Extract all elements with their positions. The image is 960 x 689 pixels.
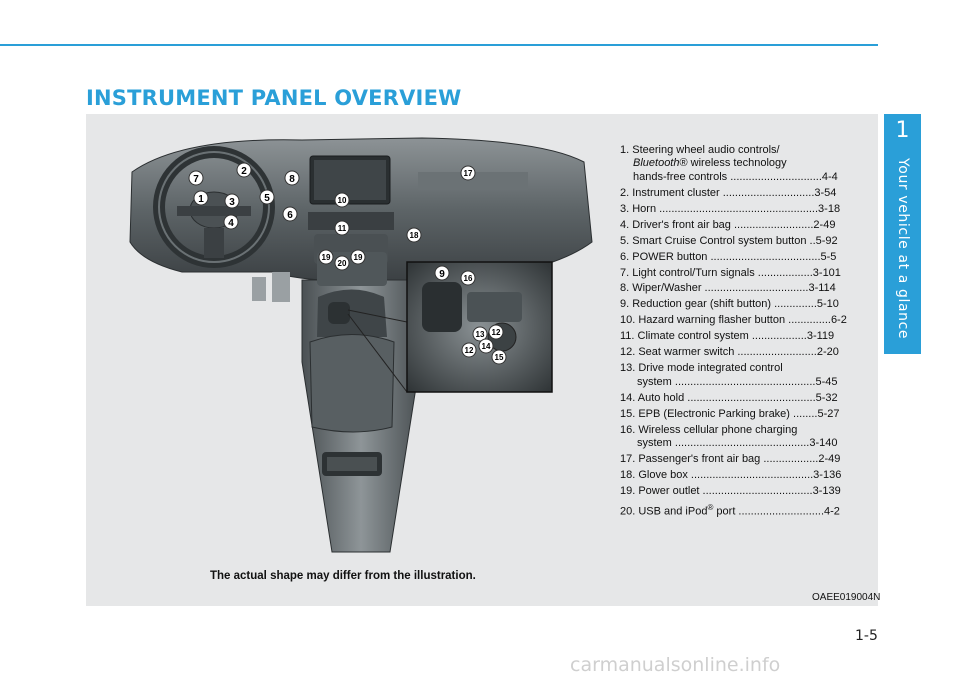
svg-text:11: 11 xyxy=(337,224,347,233)
list-item: 5. Smart Cruise Control system button ..5-92 xyxy=(620,234,838,247)
callout-6 xyxy=(283,207,297,221)
callout-19a xyxy=(319,250,333,264)
list-item: 10. Hazard warning flasher button ..............6-2 xyxy=(620,314,847,327)
callout-2 xyxy=(237,163,251,177)
image-code: OAEE019004N xyxy=(812,592,881,603)
svg-text:7: 7 xyxy=(193,174,199,185)
svg-text:14: 14 xyxy=(481,342,491,351)
callout-19b xyxy=(351,250,365,264)
list-item: 12. Seat warmer switch ..........................2-20 xyxy=(620,346,839,359)
list-item: 19. Power outlet ....................................3-139 xyxy=(620,484,841,497)
component-list xyxy=(620,144,870,521)
header-rule xyxy=(0,44,878,46)
instrument-panel-illustration xyxy=(122,132,642,598)
list-item: 4. Driver's front air bag ..........................2-49 xyxy=(620,218,836,231)
list-item: 16. Wireless cellular phone charging system ............................................3-140 xyxy=(620,423,838,449)
callout-10 xyxy=(335,193,349,207)
list-item: 18. Glove box ........................................3-136 xyxy=(620,468,842,481)
overview-panel xyxy=(86,114,881,606)
svg-text:5: 5 xyxy=(264,193,270,204)
list-item: 1. Steering wheel audio controls/ Bluetooth® wireless technology hands-free controls ..............................4-4 xyxy=(620,144,838,183)
svg-text:10: 10 xyxy=(337,196,347,205)
svg-text:18: 18 xyxy=(409,231,419,240)
callout-1 xyxy=(194,191,208,205)
chapter-number: 1 xyxy=(895,118,910,143)
callout-18 xyxy=(407,228,421,242)
callout-16 xyxy=(461,271,475,285)
svg-text:2: 2 xyxy=(241,166,247,177)
svg-text:15: 15 xyxy=(494,353,504,362)
callout-5 xyxy=(260,190,274,204)
list-item: 17. Passenger's front air bag ..................2-49 xyxy=(620,452,841,465)
svg-text:12: 12 xyxy=(464,346,474,355)
list-item: 7. Light control/Turn signals ..................3-101 xyxy=(620,266,841,279)
svg-text:19: 19 xyxy=(353,253,363,262)
svg-text:1: 1 xyxy=(198,194,204,205)
list-item: 13. Drive mode integrated control system ..............................................5-45 xyxy=(620,362,838,388)
callout-12b xyxy=(462,343,476,357)
chapter-tab[interactable] xyxy=(884,114,921,354)
callout-17 xyxy=(461,166,475,180)
callout-20 xyxy=(335,256,349,270)
svg-text:16: 16 xyxy=(463,274,473,283)
svg-text:9: 9 xyxy=(439,269,445,280)
callout-15 xyxy=(492,350,506,364)
svg-text:4: 4 xyxy=(228,218,234,229)
svg-text:19: 19 xyxy=(321,253,331,262)
section-title: INSTRUMENT PANEL OVERVIEW xyxy=(86,86,462,110)
list-item: 9. Reduction gear (shift button) ..............5-10 xyxy=(620,298,839,311)
callout-12a xyxy=(489,325,503,339)
list-item: 11. Climate control system ..................3-119 xyxy=(620,330,835,343)
list-item: 2. Instrument cluster ..............................3-54 xyxy=(620,186,837,199)
list-item: 6. POWER button ....................................5-5 xyxy=(620,250,837,263)
svg-text:17: 17 xyxy=(463,169,473,178)
illustration-caption: The actual shape may differ from the illustration. xyxy=(210,570,476,582)
callout-3 xyxy=(225,194,239,208)
callout-7 xyxy=(189,171,203,185)
svg-text:13: 13 xyxy=(475,330,485,339)
callout-11 xyxy=(335,221,349,235)
list-item: 8. Wiper/Washer ..................................3-114 xyxy=(620,282,836,295)
chapter-label: Your vehicle at a glance xyxy=(895,158,911,340)
svg-text:6: 6 xyxy=(287,210,293,221)
callout-9 xyxy=(435,266,449,280)
callout-4 xyxy=(224,215,238,229)
callout-14 xyxy=(479,339,493,353)
svg-text:3: 3 xyxy=(229,197,235,208)
page-number: 1-5 xyxy=(855,628,878,644)
callout-8 xyxy=(285,171,299,185)
svg-text:12: 12 xyxy=(491,328,501,337)
list-item: 14. Auto hold ..........................................5-32 xyxy=(620,391,838,404)
svg-text:20: 20 xyxy=(337,259,347,268)
watermark: carmanualsonline.info xyxy=(570,654,781,676)
list-item: 15. EPB (Electronic Parking brake) ........5-27 xyxy=(620,407,840,420)
list-item: 20. USB and iPod® port ............................4-2 xyxy=(620,502,840,518)
list-item: 3. Horn ....................................................3-18 xyxy=(620,202,841,215)
svg-text:8: 8 xyxy=(289,174,295,185)
